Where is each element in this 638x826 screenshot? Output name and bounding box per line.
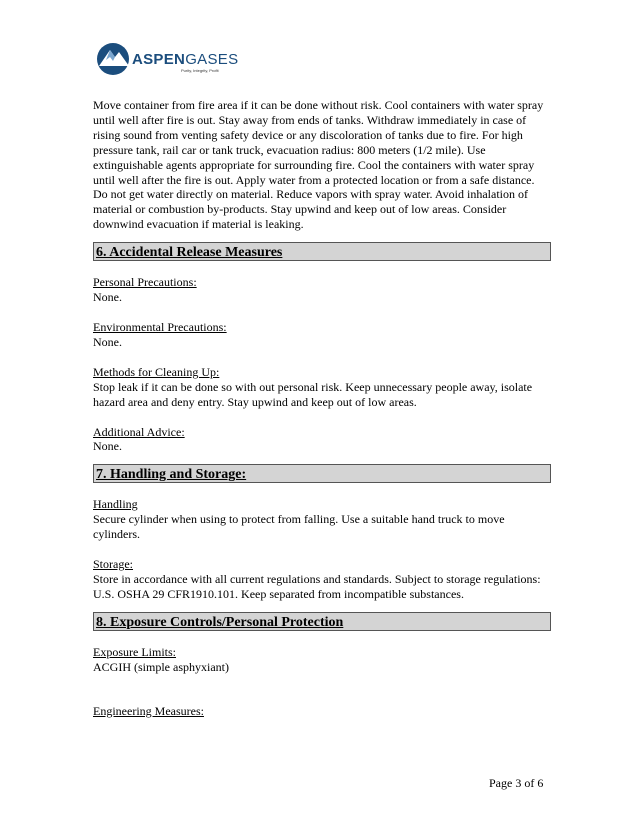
handling-value: Secure cylinder when using to protect from falling. Use a suitable hand truck to move cylinders.: [93, 512, 505, 542]
engineering-measures-label: Engineering Measures:: [93, 703, 204, 718]
cleanup-methods-value: Stop leak if it can be done so with out personal risk. Keep unnecessary people away, isolate hazard area and deny entry. Stay upwind and keep out of low areas.: [93, 379, 533, 409]
section-7-header: 7. Handling and Storage:: [93, 464, 551, 483]
section-6-header: 6. Accidental Release Measures: [93, 242, 551, 261]
additional-advice-label: Additional Advice:: [93, 424, 185, 439]
cleanup-methods-label: Methods for Cleaning Up:: [93, 364, 220, 379]
brand-tagline: Purity, Integrity, Profit: [181, 68, 219, 73]
company-logo: [96, 40, 266, 78]
document-body: [93, 98, 551, 718]
personal-precautions-label: Personal Precautions:: [93, 275, 197, 290]
mountain-logo-icon: [96, 40, 132, 78]
firefighting-paragraph: Move container from fire area if it can be done without risk. Cool containers with water spray until well after fire is out. Stay away from ends of tanks. Withdraw immediately in case of rising sound from venting safety device or any discoloration of tanks due to fire. For high pressure tank, rail car or tank truck, evacuation radius: 800 meters (1/2 mile). Use extinguishable agents appropriate for surrounding fire. Cool the containers with water spray until well after the fire is out. Apply water from a protected location or from a safe distance. Do not get water directly on material. Reduce vapors with spray water. Avoid inhalation of material or combustion by-products. Stay upwind and keep out of low areas. Consider downwind evacuation if material is leaking.: [93, 98, 544, 232]
additional-advice-value: None.: [93, 439, 122, 454]
storage-label: Storage:: [93, 557, 133, 572]
brand-name: ASPENGASES: [132, 51, 239, 68]
handling-label: Handling: [93, 497, 138, 512]
exposure-limits-value: ACGIH (simple asphyxiant): [93, 659, 229, 674]
environmental-precautions-value: None.: [93, 334, 122, 349]
page-number: Page 3 of 6: [489, 776, 544, 790]
section-8-header: 8. Exposure Controls/Personal Protection: [93, 612, 551, 631]
storage-value: Store in accordance with all current regulations and standards. Subject to storage regulations: U.S. OSHA 29 CFR1910.101. Keep separated from incompatible substances.: [93, 571, 541, 601]
personal-precautions-value: None.: [93, 290, 122, 305]
environmental-precautions-label: Environmental Precautions:: [93, 319, 227, 334]
exposure-limits-label: Exposure Limits:: [93, 644, 176, 659]
